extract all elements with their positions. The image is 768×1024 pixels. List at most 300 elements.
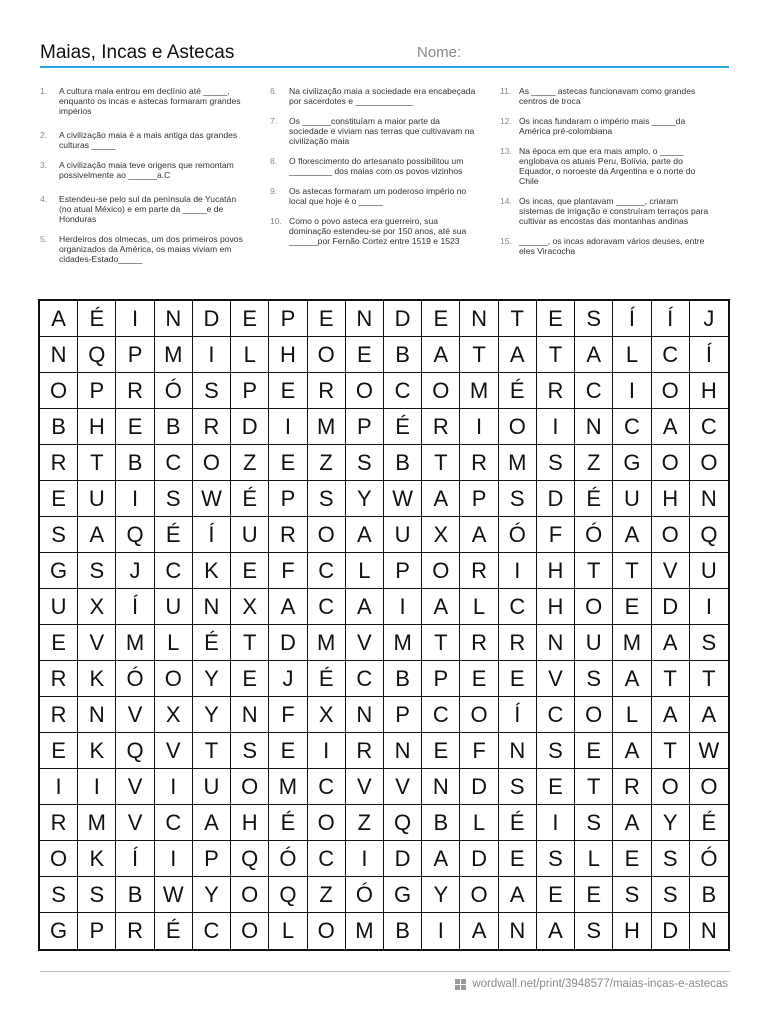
grid-cell: E bbox=[308, 301, 346, 337]
grid-cell: É bbox=[231, 481, 269, 517]
grid-cell: H bbox=[269, 337, 307, 373]
grid-cell: A bbox=[575, 337, 613, 373]
grid-cell: S bbox=[308, 481, 346, 517]
grid-cell: C bbox=[308, 841, 346, 877]
grid-cell: M bbox=[460, 373, 498, 409]
grid-cell: Í bbox=[499, 697, 537, 733]
clue-item bbox=[500, 86, 710, 106]
grid-cell: E bbox=[537, 301, 575, 337]
grid-cell: A bbox=[613, 805, 651, 841]
grid-cell: E bbox=[537, 769, 575, 805]
grid-cell: S bbox=[499, 481, 537, 517]
grid-cell: R bbox=[193, 409, 231, 445]
grid-cell: O bbox=[346, 373, 384, 409]
grid-cell: O bbox=[499, 409, 537, 445]
grid-cell: V bbox=[384, 769, 422, 805]
grid-cell: U bbox=[384, 517, 422, 553]
grid-cell: T bbox=[652, 733, 690, 769]
grid-cell: M bbox=[116, 625, 154, 661]
grid-cell: I bbox=[269, 409, 307, 445]
grid-cell: J bbox=[690, 301, 728, 337]
grid-cell: X bbox=[231, 589, 269, 625]
grid-cell: K bbox=[78, 841, 116, 877]
grid-cell: U bbox=[231, 517, 269, 553]
grid-cell: Q bbox=[269, 877, 307, 913]
grid-cell: E bbox=[269, 445, 307, 481]
grid-cell: P bbox=[78, 373, 116, 409]
grid-cell: O bbox=[422, 373, 460, 409]
grid-cell: V bbox=[116, 697, 154, 733]
grid-cell: T bbox=[652, 661, 690, 697]
grid-cell: Í bbox=[690, 337, 728, 373]
grid-cell: A bbox=[422, 337, 460, 373]
clue-text: A civilização maia teve origens que remontam possivelmente ao ______a.C bbox=[59, 160, 234, 180]
clue-text: Como o povo asteca era guerreiro, sua dominação estendeu-se por 150 anos, até sua ______por Fernão Cortez entre 1519 e 1523 bbox=[289, 216, 467, 246]
clue-text: Estendeu-se pelo sul da península de Yucatán (no atual México) e em parte da _____e de Honduras bbox=[59, 194, 237, 224]
grid-cell: D bbox=[537, 481, 575, 517]
grid-cell: R bbox=[346, 733, 384, 769]
grid-cell: D bbox=[652, 913, 690, 949]
grid-cell: I bbox=[308, 733, 346, 769]
grid-cell: N bbox=[575, 409, 613, 445]
grid-cell: R bbox=[308, 373, 346, 409]
grid-cell: P bbox=[231, 373, 269, 409]
grid-cell: C bbox=[652, 337, 690, 373]
grid-cell: S bbox=[78, 553, 116, 589]
grid-cell: P bbox=[269, 481, 307, 517]
grid-cell: R bbox=[40, 697, 78, 733]
grid-cell: L bbox=[269, 913, 307, 949]
grid-cell: E bbox=[575, 877, 613, 913]
grid-cell: C bbox=[308, 589, 346, 625]
clue-number: 9. bbox=[270, 186, 278, 196]
grid-cell: X bbox=[78, 589, 116, 625]
grid-cell: N bbox=[40, 337, 78, 373]
grid-cell: A bbox=[652, 409, 690, 445]
clue-number: 11. bbox=[500, 86, 512, 96]
grid-cell: Y bbox=[346, 481, 384, 517]
grid-cell: S bbox=[499, 769, 537, 805]
grid-cell: P bbox=[193, 841, 231, 877]
grid-cell: V bbox=[346, 625, 384, 661]
grid-cell: X bbox=[308, 697, 346, 733]
grid-cell: S bbox=[40, 517, 78, 553]
grid-cell: M bbox=[499, 445, 537, 481]
grid-cell: T bbox=[613, 553, 651, 589]
grid-cell: D bbox=[269, 625, 307, 661]
grid-cell: M bbox=[346, 913, 384, 949]
grid-cell: J bbox=[116, 553, 154, 589]
grid-cell: P bbox=[116, 337, 154, 373]
grid-cell: C bbox=[155, 553, 193, 589]
grid-cell: C bbox=[155, 805, 193, 841]
grid-cell: N bbox=[537, 625, 575, 661]
grid-cell: O bbox=[155, 661, 193, 697]
grid-cell: V bbox=[652, 553, 690, 589]
grid-cell: E bbox=[116, 409, 154, 445]
grid-cell: Z bbox=[308, 877, 346, 913]
grid-cell: I bbox=[116, 481, 154, 517]
grid-cell: E bbox=[269, 733, 307, 769]
grid-cell: D bbox=[460, 769, 498, 805]
grid-cell: R bbox=[116, 913, 154, 949]
grid-cell: R bbox=[460, 553, 498, 589]
clue-item bbox=[500, 116, 710, 136]
grid-cell: O bbox=[460, 697, 498, 733]
grid-cell: C bbox=[155, 445, 193, 481]
grid-cell: S bbox=[537, 445, 575, 481]
clue-number: 3. bbox=[40, 160, 48, 170]
grid-cell: O bbox=[690, 769, 728, 805]
grid-cell: K bbox=[78, 733, 116, 769]
grid-cell: S bbox=[537, 841, 575, 877]
grid-cell: I bbox=[116, 301, 154, 337]
grid-cell: E bbox=[613, 841, 651, 877]
grid-cell: Í bbox=[193, 517, 231, 553]
grid-cell: É bbox=[269, 805, 307, 841]
grid-cell: A bbox=[460, 913, 498, 949]
grid-cell: É bbox=[193, 625, 231, 661]
name-label: Nome: bbox=[417, 44, 462, 61]
grid-cell: A bbox=[422, 481, 460, 517]
grid-cell: C bbox=[499, 589, 537, 625]
grid-cell: É bbox=[499, 805, 537, 841]
grid-cell: L bbox=[613, 697, 651, 733]
grid-cell: V bbox=[78, 625, 116, 661]
grid-cell: O bbox=[231, 769, 269, 805]
clue-text: Os astecas formaram um poderoso império no local que hoje é o _____ bbox=[289, 186, 467, 206]
grid-cell: A bbox=[460, 517, 498, 553]
grid-cell: Ó bbox=[690, 841, 728, 877]
grid-cell: C bbox=[422, 697, 460, 733]
grid-cell: O bbox=[690, 445, 728, 481]
grid-cell: É bbox=[78, 301, 116, 337]
grid-cell: L bbox=[346, 553, 384, 589]
clue-number: 6. bbox=[270, 86, 278, 96]
grid-cell: F bbox=[537, 517, 575, 553]
clue-text: O florescimento do artesanato possibilitou um _________ dos maias com os povos vizinhos bbox=[289, 156, 464, 176]
wordwall-logo-icon bbox=[455, 979, 466, 990]
grid-cell: P bbox=[422, 661, 460, 697]
clue-item bbox=[40, 160, 250, 180]
grid-cell: S bbox=[231, 733, 269, 769]
grid-cell: E bbox=[575, 733, 613, 769]
grid-cell: É bbox=[690, 805, 728, 841]
grid-cell: B bbox=[40, 409, 78, 445]
grid-cell: H bbox=[537, 589, 575, 625]
clue-column-2 bbox=[270, 86, 480, 246]
grid-cell: I bbox=[384, 589, 422, 625]
grid-cell: G bbox=[40, 913, 78, 949]
grid-cell: N bbox=[700, 918, 717, 943]
grid-cell: O bbox=[231, 913, 269, 949]
grid-cell: N bbox=[499, 733, 537, 769]
grid-cell: Ó bbox=[346, 877, 384, 913]
clue-number: 8. bbox=[270, 156, 278, 166]
grid-cell: A bbox=[613, 733, 651, 769]
clue-number: 2. bbox=[40, 130, 48, 140]
grid-cell: P bbox=[78, 913, 116, 949]
grid-cell: T bbox=[422, 625, 460, 661]
grid-cell: O bbox=[231, 877, 269, 913]
grid-cell: W bbox=[690, 733, 728, 769]
grid-cell: A bbox=[537, 913, 575, 949]
grid-cell: O bbox=[193, 445, 231, 481]
grid-cell: E bbox=[231, 661, 269, 697]
grid-cell: P bbox=[346, 409, 384, 445]
grid-cell: M bbox=[155, 337, 193, 373]
grid-cell: I bbox=[499, 553, 537, 589]
grid-cell: D bbox=[193, 301, 231, 337]
clue-text: Na época em que era mais amplo, o _____ englobava os atuais Peru, Bolívia, parte do Equador, o noroeste da Argentina e o norte do Chile bbox=[519, 146, 696, 186]
grid-cell: B bbox=[384, 337, 422, 373]
grid-cell: A bbox=[613, 517, 651, 553]
grid-cell: W bbox=[193, 481, 231, 517]
worksheet-header bbox=[40, 38, 729, 68]
grid-cell: A bbox=[269, 589, 307, 625]
clue-text: Os incas, que plantavam ______, criaram sistemas de irrigação e construíram terraços para cultivar as encostas das montanhas andinas bbox=[519, 196, 709, 226]
grid-cell: F bbox=[460, 733, 498, 769]
grid-cell: É bbox=[155, 517, 193, 553]
grid-cell: O bbox=[575, 697, 613, 733]
grid-cell: S bbox=[575, 805, 613, 841]
grid-cell: Y bbox=[193, 697, 231, 733]
grid-cell: G bbox=[384, 877, 422, 913]
grid-cell: S bbox=[78, 877, 116, 913]
word-search-grid bbox=[38, 299, 730, 951]
grid-cell: H bbox=[652, 481, 690, 517]
grid-cell: Y bbox=[193, 877, 231, 913]
grid-cell: A bbox=[652, 697, 690, 733]
grid-cell: B bbox=[422, 805, 460, 841]
clue-number: 14. bbox=[500, 196, 512, 206]
grid-cell: W bbox=[155, 877, 193, 913]
clue-item bbox=[500, 146, 710, 186]
grid-cell: B bbox=[384, 445, 422, 481]
grid-cell: N bbox=[690, 481, 728, 517]
clue-text: As _____ astecas funcionavam como grandes centros de troca bbox=[519, 86, 696, 106]
grid-cell: D bbox=[652, 589, 690, 625]
grid-cell: R bbox=[537, 373, 575, 409]
grid-cell: A bbox=[499, 877, 537, 913]
grid-cell: E bbox=[40, 733, 78, 769]
grid-cell: D bbox=[231, 409, 269, 445]
grid-cell: I bbox=[193, 337, 231, 373]
grid-cell: N bbox=[422, 769, 460, 805]
grid-cell: U bbox=[690, 553, 728, 589]
grid-cell: D bbox=[384, 841, 422, 877]
grid-cell: Q bbox=[116, 517, 154, 553]
clue-text: ______, os incas adoravam vários deuses, entre eles Viracocha bbox=[519, 236, 705, 256]
grid-cell: Z bbox=[575, 445, 613, 481]
grid-cell: Q bbox=[384, 805, 422, 841]
grid-cell: M bbox=[269, 769, 307, 805]
grid-cell: Y bbox=[422, 877, 460, 913]
grid-cell: E bbox=[537, 877, 575, 913]
grid-cell: I bbox=[155, 769, 193, 805]
clue-text: A civilização maia é a mais antiga das grandes culturas _____ bbox=[59, 130, 238, 150]
grid-cell: F bbox=[269, 697, 307, 733]
grid-cell: É bbox=[308, 661, 346, 697]
grid-cell: O bbox=[40, 841, 78, 877]
clue-item bbox=[270, 216, 480, 246]
grid-cell: V bbox=[116, 805, 154, 841]
grid-cell: A bbox=[40, 301, 78, 337]
grid-cell: V bbox=[346, 769, 384, 805]
grid-cell: T bbox=[231, 625, 269, 661]
grid-cell: N bbox=[346, 301, 384, 337]
grid-cell: O bbox=[652, 769, 690, 805]
grid-cell: Z bbox=[308, 445, 346, 481]
clue-item bbox=[270, 116, 480, 146]
grid-cell: M bbox=[308, 625, 346, 661]
clue-number: 5. bbox=[40, 234, 48, 244]
grid-cell: É bbox=[384, 409, 422, 445]
grid-cell: A bbox=[422, 841, 460, 877]
grid-cell: V bbox=[537, 661, 575, 697]
grid-cell: Ó bbox=[499, 517, 537, 553]
grid-cell: É bbox=[155, 913, 193, 949]
grid-cell: E bbox=[422, 301, 460, 337]
grid-cell: L bbox=[575, 841, 613, 877]
grid-cell: B bbox=[116, 445, 154, 481]
grid-cell: U bbox=[155, 589, 193, 625]
grid-cell: R bbox=[269, 517, 307, 553]
grid-cell: A bbox=[346, 517, 384, 553]
grid-cell: R bbox=[460, 625, 498, 661]
grid-cell: Y bbox=[652, 805, 690, 841]
grid-cell: M bbox=[78, 805, 116, 841]
grid-cell: S bbox=[575, 913, 613, 949]
grid-cell: F bbox=[269, 553, 307, 589]
grid-cell: I bbox=[422, 913, 460, 949]
grid-cell: O bbox=[652, 517, 690, 553]
grid-cell: N bbox=[193, 589, 231, 625]
grid-cell: O bbox=[308, 517, 346, 553]
grid-cell: O bbox=[308, 913, 346, 949]
grid-cell: O bbox=[308, 337, 346, 373]
grid-cell: C bbox=[346, 661, 384, 697]
grid-cell: S bbox=[652, 841, 690, 877]
grid-cell: S bbox=[40, 877, 78, 913]
grid-cell: A bbox=[346, 589, 384, 625]
clue-item bbox=[40, 130, 250, 150]
clue-text: Na civilização maia a sociedade era encabeçada por sacerdotes e ____________ bbox=[289, 86, 476, 106]
grid-cell: T bbox=[690, 661, 728, 697]
clue-number: 4. bbox=[40, 194, 48, 204]
grid-cell: E bbox=[422, 733, 460, 769]
grid-cell: S bbox=[575, 661, 613, 697]
clue-number: 13. bbox=[500, 146, 512, 156]
grid-cell: C bbox=[613, 409, 651, 445]
clue-item bbox=[40, 86, 250, 116]
grid-cell: A bbox=[690, 697, 728, 733]
clue-item bbox=[500, 236, 710, 256]
footer-url[interactable]: wordwall.net/print/3948577/maias-incas-e-astecas bbox=[472, 978, 728, 990]
grid-cell: Í bbox=[116, 589, 154, 625]
clue-text: Os ______constituíam a maior parte da sociedade e viviam nas terras que cultivavam na civilização maia bbox=[289, 116, 475, 146]
grid-cell: U bbox=[40, 589, 78, 625]
clue-number: 15. bbox=[500, 236, 512, 246]
grid-cell: L bbox=[613, 337, 651, 373]
grid-cell: H bbox=[78, 409, 116, 445]
grid-cell: S bbox=[690, 625, 728, 661]
grid-cell: S bbox=[575, 301, 613, 337]
grid-cell: L bbox=[155, 625, 193, 661]
grid-cell: K bbox=[78, 661, 116, 697]
grid-cell: É bbox=[499, 373, 537, 409]
grid-cell: S bbox=[155, 481, 193, 517]
grid-cell: C bbox=[308, 553, 346, 589]
grid-cell: Z bbox=[231, 445, 269, 481]
grid-cell: N bbox=[384, 733, 422, 769]
grid-cell: C bbox=[690, 409, 728, 445]
grid-cell: M bbox=[384, 625, 422, 661]
grid-cell: M bbox=[613, 625, 651, 661]
grid-cell: X bbox=[422, 517, 460, 553]
grid-cell: E bbox=[460, 661, 498, 697]
page-title: Maias, Incas e Astecas bbox=[40, 42, 235, 63]
clue-item bbox=[40, 234, 250, 264]
grid-cell: H bbox=[690, 373, 728, 409]
grid-cell: P bbox=[384, 553, 422, 589]
grid-cell: U bbox=[613, 481, 651, 517]
grid-cell: A bbox=[613, 661, 651, 697]
grid-cell: E bbox=[613, 589, 651, 625]
grid-cell: H bbox=[613, 913, 651, 949]
grid-cell: U bbox=[193, 769, 231, 805]
grid-cell: E bbox=[499, 661, 537, 697]
grid-cell: A bbox=[193, 805, 231, 841]
grid-cell: G bbox=[40, 553, 78, 589]
grid-cell: K bbox=[193, 553, 231, 589]
grid-cell: C bbox=[384, 373, 422, 409]
grid-cell: L bbox=[460, 589, 498, 625]
grid-cell: J bbox=[269, 661, 307, 697]
grid-cell: O bbox=[308, 805, 346, 841]
clue-text: A cultura maia entrou em declínio até _____, enquanto os incas e astecas formaram grandes impérios bbox=[59, 86, 241, 116]
grid-cell: Í bbox=[613, 301, 651, 337]
grid-cell: E bbox=[269, 373, 307, 409]
grid-cell: V bbox=[116, 769, 154, 805]
grid-cell: C bbox=[575, 373, 613, 409]
grid-cell: I bbox=[78, 769, 116, 805]
grid-cell: Ó bbox=[155, 373, 193, 409]
clue-item bbox=[40, 194, 250, 224]
clue-item bbox=[270, 186, 480, 206]
grid-cell: Q bbox=[231, 841, 269, 877]
grid-cell: T bbox=[499, 301, 537, 337]
grid-cell: R bbox=[613, 769, 651, 805]
grid-cell: I bbox=[613, 373, 651, 409]
grid-cell: R bbox=[422, 409, 460, 445]
grid-cell: I bbox=[690, 589, 728, 625]
grid-cell: A bbox=[499, 337, 537, 373]
grid-cell: V bbox=[155, 733, 193, 769]
clue-number: 1. bbox=[40, 86, 48, 96]
grid-cell: N bbox=[346, 697, 384, 733]
grid-cell: W bbox=[384, 481, 422, 517]
grid-cell: R bbox=[40, 445, 78, 481]
grid-cell: O bbox=[460, 877, 498, 913]
clue-number: 12. bbox=[500, 116, 512, 126]
grid-cell: A bbox=[652, 625, 690, 661]
grid-cell: É bbox=[575, 481, 613, 517]
grid-cell: Q bbox=[78, 337, 116, 373]
grid-cell: G bbox=[613, 445, 651, 481]
grid-cell: B bbox=[155, 409, 193, 445]
grid-cell: N bbox=[460, 301, 498, 337]
